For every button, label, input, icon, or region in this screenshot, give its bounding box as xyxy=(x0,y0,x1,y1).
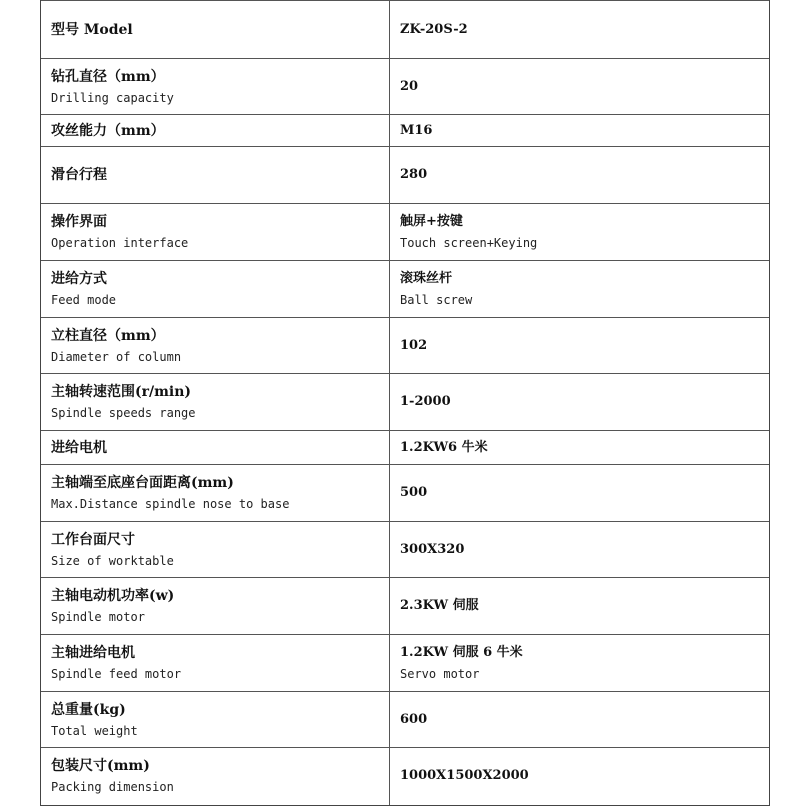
value-cell xyxy=(390,318,770,374)
value-text: 102 xyxy=(400,337,428,353)
spec-table xyxy=(41,0,769,805)
value-cell xyxy=(390,374,770,431)
label-zh: 攻丝能力（mm） xyxy=(51,122,165,139)
label-en: Spindle motor xyxy=(51,610,145,624)
value-text: 500 xyxy=(400,485,428,500)
value-cell xyxy=(390,522,770,578)
label-en: Packing dimension xyxy=(51,780,174,795)
label-zh: 操作界面 xyxy=(51,214,107,230)
label-zh: 包装尺寸(mm) xyxy=(51,758,150,775)
value-cell xyxy=(390,692,770,748)
label-zh: 总重量(kg) xyxy=(51,701,126,718)
label-zh: 立柱直径（mm） xyxy=(51,327,165,344)
label-zh: 工作台面尺寸 xyxy=(51,531,135,548)
label-en: Size of worktable xyxy=(51,553,174,568)
value-text: 1.2KW 伺服 6 牛米 xyxy=(400,645,523,660)
label-zh: 型号 Model xyxy=(51,21,133,38)
label-cell xyxy=(41,578,390,635)
label-cell xyxy=(41,431,390,465)
table-row-feed-mode xyxy=(41,261,769,318)
label-en: Diameter of column xyxy=(51,349,182,364)
label-zh: 进给方式 xyxy=(51,271,107,287)
value-text: 280 xyxy=(400,167,428,182)
value-en: Servo motor xyxy=(400,667,480,681)
table-row-worktable-size xyxy=(41,522,769,578)
value-en: Touch screen+Keying xyxy=(400,236,538,250)
label-zh: 主轴电动机功率(w) xyxy=(51,588,175,604)
value-text: M16 xyxy=(400,122,433,138)
label-cell xyxy=(41,465,390,522)
label-cell xyxy=(41,147,390,204)
label-cell xyxy=(41,748,390,805)
table-row-model xyxy=(41,1,769,59)
table-row-slide-travel xyxy=(41,147,769,204)
label-zh: 主轴端至底座台面距离(mm) xyxy=(51,475,234,491)
label-cell xyxy=(41,522,390,578)
table-row-spindle-motor xyxy=(41,578,769,635)
label-en: Operation interface xyxy=(51,236,189,250)
value-cell xyxy=(390,635,770,692)
table-row-feed-motor xyxy=(41,431,769,465)
label-cell xyxy=(41,1,390,59)
label-cell xyxy=(41,318,390,374)
value-cell xyxy=(390,578,770,635)
label-cell xyxy=(41,374,390,431)
value-en: Ball screw xyxy=(400,293,473,307)
table-row-spindle-speed xyxy=(41,374,769,431)
label-cell xyxy=(41,261,390,318)
value-text: 1-2000 xyxy=(400,394,451,409)
label-en: Drilling capacity xyxy=(51,90,174,105)
table-row-tapping-capacity xyxy=(41,115,769,147)
value-text: 滚珠丝杆 xyxy=(400,271,453,286)
table-row-spindle-feed-motor xyxy=(41,635,769,692)
value-cell xyxy=(390,431,770,465)
value-text: 触屏+按键 xyxy=(400,214,463,229)
label-en: Spindle speeds range xyxy=(51,406,196,420)
table-row-spindle-to-base xyxy=(41,465,769,522)
label-zh: 进给电机 xyxy=(51,439,107,456)
label-cell xyxy=(41,59,390,115)
value-text: 600 xyxy=(400,711,428,727)
value-text: 1.2KW6 牛米 xyxy=(400,439,488,455)
value-text: 300X320 xyxy=(400,541,465,557)
table-row-total-weight xyxy=(41,692,769,748)
value-cell xyxy=(390,204,770,261)
table-row-operation-interface xyxy=(41,204,769,261)
label-en: Feed mode xyxy=(51,293,117,307)
label-cell xyxy=(41,115,390,147)
value-text: 20 xyxy=(400,78,419,94)
value-cell xyxy=(390,261,770,318)
value-cell xyxy=(390,1,770,59)
label-cell xyxy=(41,635,390,692)
table-row-packing-dimension xyxy=(41,748,769,805)
spec-sheet xyxy=(40,0,770,806)
value-text: 1000X1500X2000 xyxy=(400,768,529,784)
value-cell xyxy=(390,748,770,805)
table-row-drilling-capacity xyxy=(41,59,769,115)
label-cell xyxy=(41,692,390,748)
value-cell xyxy=(390,59,770,115)
value-cell xyxy=(390,115,770,147)
label-en: Total weight xyxy=(51,723,138,738)
value-cell xyxy=(390,465,770,522)
label-zh: 主轴转速范围(r/min) xyxy=(51,384,192,400)
value-text: 2.3KW 伺服 xyxy=(400,598,479,613)
label-zh: 钻孔直径（mm） xyxy=(51,68,165,85)
label-en: Spindle feed motor xyxy=(51,667,182,681)
label-en: Max.Distance spindle nose to base xyxy=(51,497,290,511)
table-row-column-diameter xyxy=(41,318,769,374)
label-cell xyxy=(41,204,390,261)
label-zh: 主轴进给电机 xyxy=(51,645,135,661)
label-zh: 滑台行程 xyxy=(51,167,107,183)
value-text: ZK-20S-2 xyxy=(400,21,468,37)
value-cell xyxy=(390,147,770,204)
